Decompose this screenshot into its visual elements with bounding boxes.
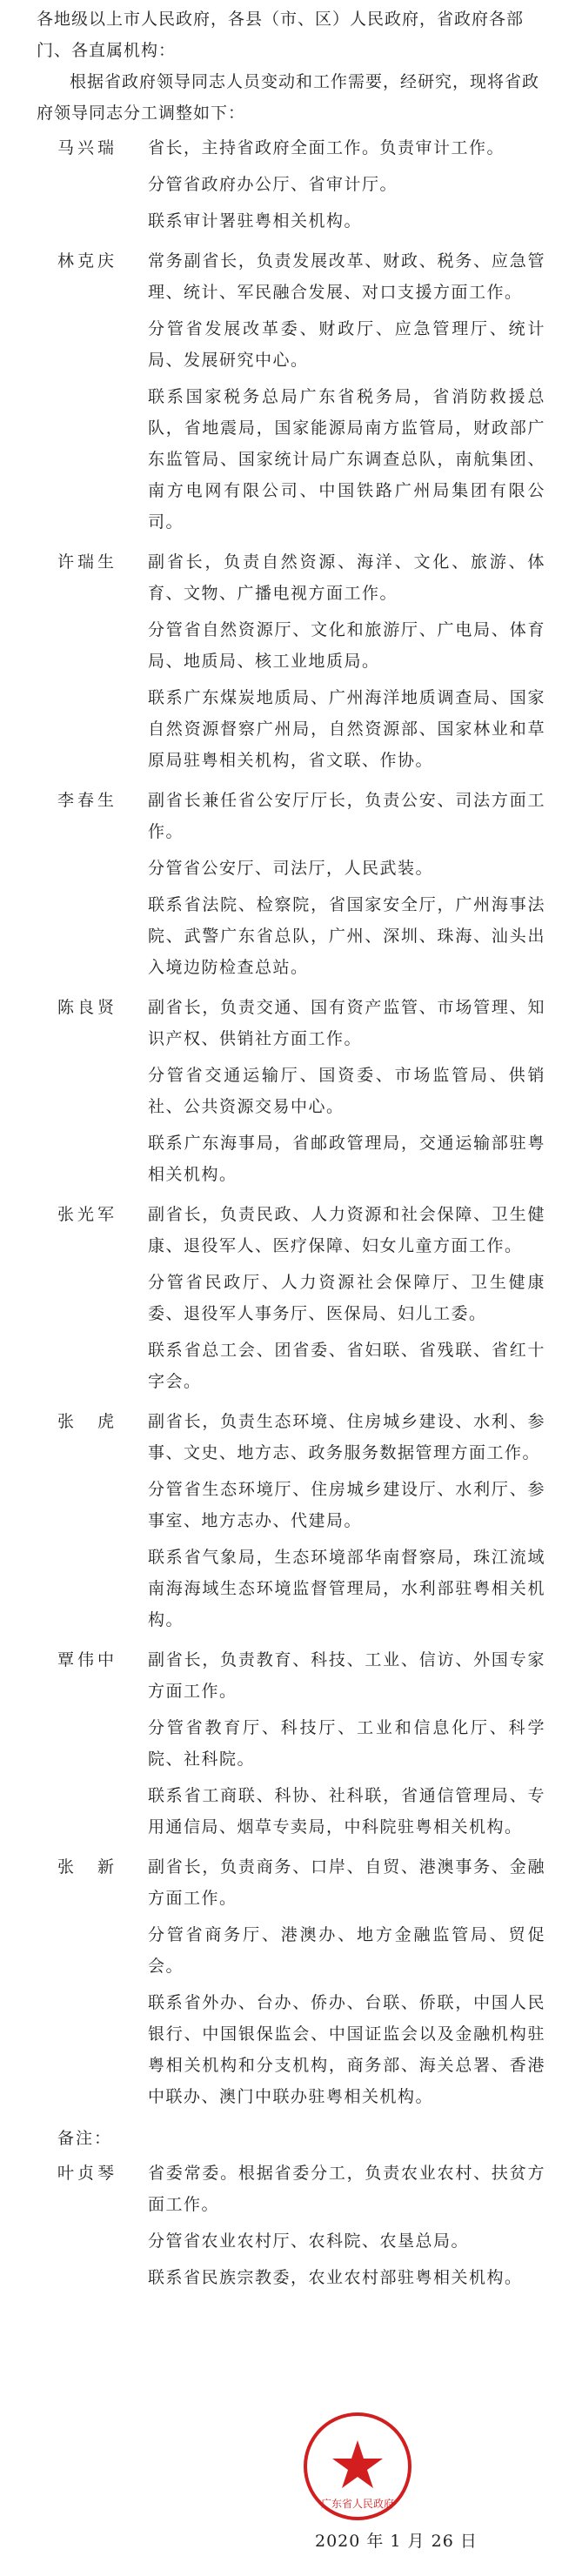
official-name: 许瑞生 bbox=[57, 552, 118, 572]
official-duties bbox=[118, 1199, 582, 1402]
duty-paragraph: 分管省生态环境厅、住房城乡建设厅、水利厅、参事室、地方志办、代建局。 bbox=[148, 1480, 545, 1530]
official-name: 叶贞琴 bbox=[57, 2164, 118, 2183]
duty-paragraph: 副省长，负责教育、科技、工业、信访、外国专家方面工作。 bbox=[148, 1650, 545, 1701]
duty-paragraph: 副省长，负责民政、人力资源和社会保障、卫生健康、退役军人、医疗保障、妇女儿童方面工作。 bbox=[148, 1205, 545, 1255]
official-duties bbox=[118, 1406, 582, 1641]
duty-paragraph: 常务副省长，负责发展改革、财政、税务、应急管理、统计、军民融合发展、对口支援方面工作。 bbox=[148, 251, 545, 302]
official-duties bbox=[118, 1851, 582, 2118]
official-seal bbox=[301, 2410, 414, 2523]
official-name: 张 虎 bbox=[57, 1412, 118, 1431]
official-duties bbox=[118, 245, 582, 543]
duty-paragraph: 分管省教育厅、科技厅、工业和信息化厅、科学院、社科院。 bbox=[148, 1718, 545, 1769]
duty-paragraph: 联系国家税务总局广东省税务局，省消防救援总队，省地震局，国家能源局南方监管局，财政部广东监管局、国家统计局广东调查总队，南航集团、南方电网有限公司、中国铁路广州局集团有限公司。 bbox=[148, 387, 545, 532]
duty-paragraph: 省长，主持省政府全面工作。负责审计工作。 bbox=[148, 138, 505, 157]
duty-paragraph: 省委常委。根据省委分工，负责农业农村、扶贫方面工作。 bbox=[148, 2164, 545, 2214]
duty-paragraph: 联系省总工会、团省委、省妇联、省残联、省红十字会。 bbox=[148, 1341, 545, 1391]
official-duties bbox=[118, 1644, 582, 1848]
duty-paragraph: 副省长，负责自然资源、海洋、文化、旅游、体育、文物、广播电视方面工作。 bbox=[148, 552, 545, 603]
official-duties bbox=[118, 992, 582, 1195]
duty-paragraph: 分管省商务厅、港澳办、地方金融监管局、贸促会。 bbox=[148, 1925, 545, 1976]
official-entry bbox=[0, 1199, 582, 1402]
official-entry bbox=[0, 1644, 582, 1848]
duty-paragraph: 联系省气象局，生态环境部华南督察局，珠江流域南海海域生态环境监督管理局，水利部驻粤相关机构。 bbox=[148, 1548, 545, 1629]
official-name: 马兴瑞 bbox=[57, 138, 118, 157]
official-entry bbox=[0, 785, 582, 988]
official-name: 林克庆 bbox=[57, 251, 118, 271]
duty-paragraph: 联系省民族宗教委，农业农村部驻粤相关机构。 bbox=[148, 2268, 523, 2287]
duty-paragraph: 分管省发展改革委、财政厅、应急管理厅、统计局、发展研究中心。 bbox=[148, 319, 545, 370]
duty-paragraph: 分管省交通运输厅、国资委、市场监管局、供销社、公共资源交易中心。 bbox=[148, 1066, 545, 1116]
official-duties bbox=[118, 2158, 582, 2298]
duty-list bbox=[0, 132, 582, 2118]
remark-entry bbox=[0, 2158, 582, 2298]
official-entry bbox=[0, 245, 582, 543]
official-name: 陈良贤 bbox=[57, 998, 118, 1017]
duty-paragraph: 联系省法院、检察院，省国家安全厅，广州海事法院、武警广东省总队，广州、深圳、珠海、汕头出入境边防检查总站。 bbox=[148, 895, 545, 977]
star-icon bbox=[332, 2440, 383, 2488]
duty-paragraph: 分管省政府办公厅、省审计厅。 bbox=[148, 175, 398, 194]
duty-paragraph: 副省长兼任省公安厅厅长，负责公安、司法方面工作。 bbox=[148, 791, 545, 841]
duty-paragraph: 副省长，负责商务、口岸、自贸、港澳事务、金融方面工作。 bbox=[148, 1857, 545, 1908]
official-name: 覃伟中 bbox=[57, 1650, 118, 1669]
duty-paragraph: 联系广东海事局，省邮政管理局，交通运输部驻粤相关机构。 bbox=[148, 1134, 545, 1184]
duty-paragraph: 联系广东煤炭地质局、广州海洋地质调查局、国家自然资源督察广州局，自然资源部、国家林业和草原局驻粤相关机构，省文联、作协。 bbox=[148, 688, 545, 770]
duty-paragraph: 副省长，负责交通、国有资产监管、市场管理、知识产权、供销社方面工作。 bbox=[148, 998, 545, 1048]
official-entry bbox=[0, 1406, 582, 1641]
seal-text: 广东省人民政府 bbox=[320, 2498, 395, 2510]
official-entry bbox=[0, 1851, 582, 2118]
official-entry bbox=[0, 992, 582, 1195]
preamble: 根据省政府领导同志人员变动和工作需要，经研究，现将省政府领导同志分工调整如下： bbox=[37, 72, 540, 123]
duty-paragraph: 联系审计署驻粤相关机构。 bbox=[148, 211, 363, 231]
official-entry bbox=[0, 132, 582, 242]
intro bbox=[0, 0, 582, 129]
official-name: 张光军 bbox=[57, 1205, 118, 1224]
official-duties bbox=[118, 132, 582, 242]
duty-paragraph: 联系省外办、台办、侨办、台联、侨联，中国人民银行、中国银保监会、中国证监会以及金融机构驻粤相关机构和分支机构，商务部、海关总署、香港中联办、澳门中联办驻粤相关机构。 bbox=[148, 1993, 545, 2106]
addressee: 各地级以上市人民政府，各县（市、区）人民政府，省政府各部门、各直属机构： bbox=[37, 10, 525, 60]
remark-label: 备注： bbox=[57, 2129, 113, 2148]
official-name: 李春生 bbox=[57, 791, 118, 810]
official-duties bbox=[118, 785, 582, 988]
official-entry bbox=[0, 2158, 582, 2298]
duty-paragraph: 联系省工商联、科协、社科联，省通信管理局、专用通信局、烟草专卖局，中科院驻粤相关机构。 bbox=[148, 1786, 545, 1837]
duty-paragraph: 分管省民政厅、人力资源社会保障厅、卫生健康委、退役军人事务厅、医保局、妇儿工委。 bbox=[148, 1273, 545, 1323]
issue-date: 2020 年 1 月 26 日 bbox=[315, 2532, 478, 2551]
duty-paragraph: 分管省自然资源厅、文化和旅游厅、广电局、体育局、地质局、核工业地质局。 bbox=[148, 620, 545, 671]
official-entry bbox=[0, 546, 582, 781]
official-duties bbox=[118, 546, 582, 781]
duty-paragraph: 分管省农业农村厅、农科院、农垦总局。 bbox=[148, 2231, 470, 2251]
official-name: 张 新 bbox=[57, 1857, 118, 1877]
duty-paragraph: 副省长，负责生态环境、住房城乡建设、水利、参事、文史、地方志、政务服务数据管理方面工作。 bbox=[148, 1412, 545, 1462]
duty-paragraph: 分管省公安厅、司法厅，人民武装。 bbox=[148, 859, 434, 878]
